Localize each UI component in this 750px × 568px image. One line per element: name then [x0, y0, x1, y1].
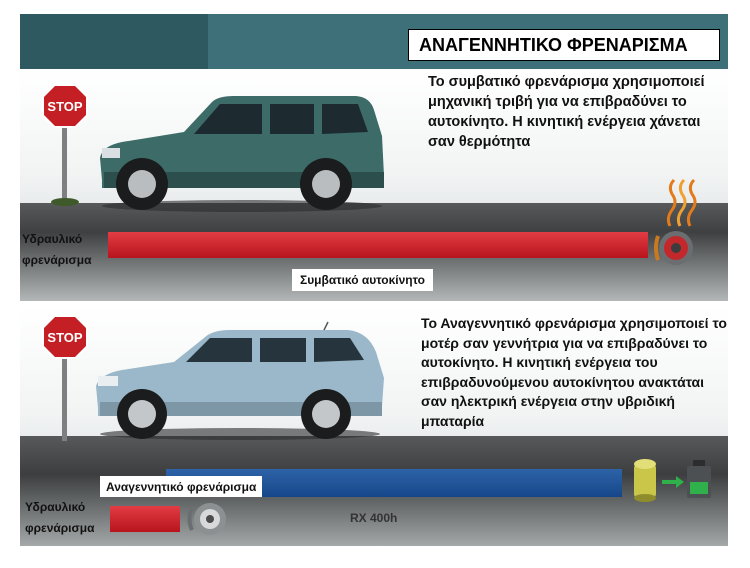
conventional-description: Το συμβατικό φρενάρισμα χρησιμοποιεί μηχανική τριβή για να επιβραδύνει το αυτοκίνητο. Η κινητική ενέργεια χάνεται σαν θερμότητα — [428, 74, 705, 150]
regenerative-friction-bar — [110, 506, 180, 532]
bottom-stop-text: STOP — [47, 330, 83, 345]
generator-motor-icon — [628, 458, 662, 502]
hybrid-battery-icon — [684, 458, 714, 500]
header-band-dark — [20, 14, 208, 69]
top-stop-text: STOP — [47, 99, 83, 114]
heat-waves-icon — [664, 178, 704, 228]
top-stop-sign — [40, 82, 90, 207]
conventional-friction-bar — [108, 232, 648, 258]
hybrid-car-image — [92, 322, 388, 440]
brake-disc-icon — [184, 500, 232, 538]
top-hydraulic-label: Υδραυλικό φρενάρισμα — [22, 232, 92, 267]
bottom-stop-sign — [40, 313, 90, 443]
conventional-car-image — [94, 88, 389, 213]
regenerative-description: Το Αναγεννητικό φρενάρισμα χρησιμοποιεί το μοτέρ σαν γεννήτρια για να επιβραδύνει το αυτοκίνητο. Η κινητική ενέργεια του επιβραδυνούμενου αυτοκίνητου ανακτάται σαν ηλεκτρική ενέργεια στην υβριδική μπαταρία — [421, 315, 727, 429]
regenerative-label: Αναγεννητικό φρενάρισμα — [100, 476, 262, 497]
bottom-hydraulic-label: Υδραυλικό φρενάρισμα — [25, 500, 95, 535]
page-title: ΑΝΑΓΕΝΝΗΤΙΚΟ ΦΡΕΝΑΡΙΣΜΑ — [408, 29, 720, 61]
brake-disc-hot-icon — [652, 228, 698, 268]
charge-arrow-icon — [662, 476, 684, 488]
conventional-car-label: Συμβατικό αυτοκίνητο — [292, 269, 433, 291]
model-label: RX 400h — [350, 511, 398, 525]
